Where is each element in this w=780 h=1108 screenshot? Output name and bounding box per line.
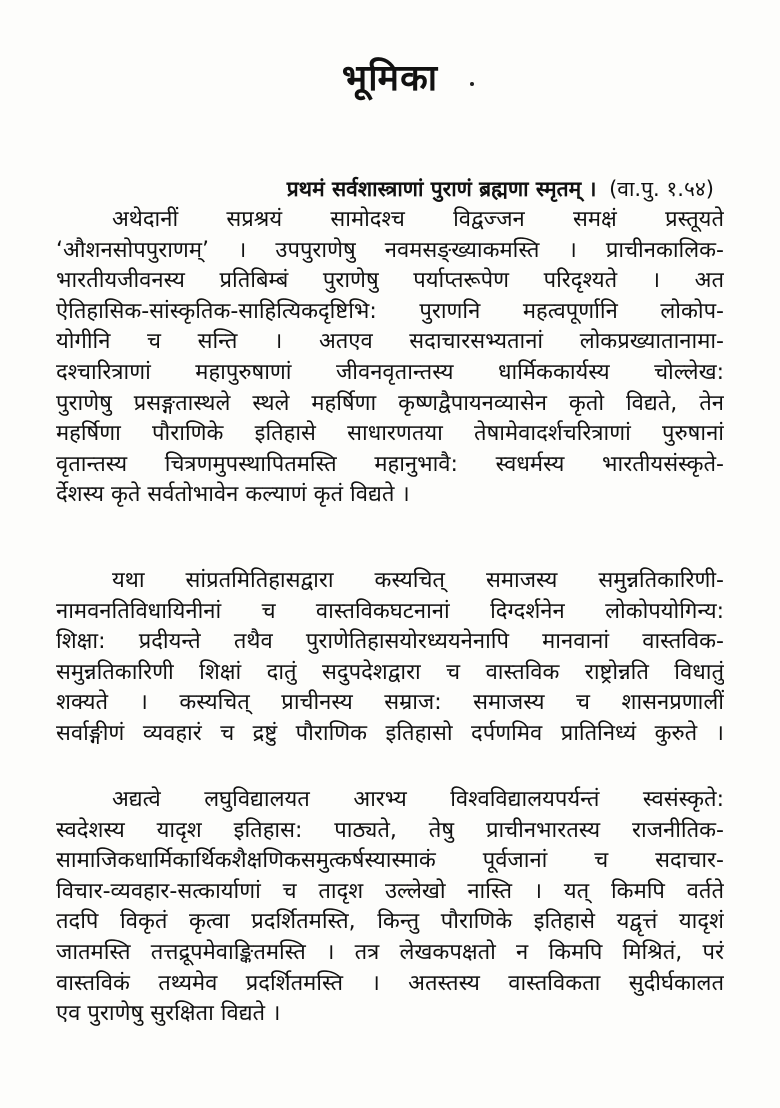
epigraph-source: (वा.पु. १.५४): [609, 177, 714, 201]
text-line: दश्चारित्राणां महापुरुषाणां जीवनवृतान्तस्य धार्मिककार्यस्य चोल्लेख:: [56, 359, 724, 385]
paragraph-1: [56, 205, 724, 511]
text-line: र्देशस्य कृते सर्वतोभावेन कल्याणं कृतं विद्यते ।: [56, 482, 410, 508]
text-line: एव पुराणेषु सुरक्षिता विद्यते ।: [56, 1001, 281, 1027]
title-ink-dot: [470, 82, 474, 86]
text-line: शक्यते । कस्यचित् प्राचीनस्य सम्राज: समाजस्य च शासनप्रणालीं: [56, 690, 724, 716]
text-line: ‘औशनसोपपुराणम्’ । उपपुराणेषु नवमसङ्ख्याकमस्ति । प्राचीनकालिक-: [56, 237, 724, 263]
text-line: वास्तविकं तथ्यमेव प्रदर्शितमस्ति । अतस्तस्य वास्तविकता सुदीर्घकालत: [56, 970, 724, 996]
text-line: महर्षिणा पौराणिके इतिहासे साधारणतया तेषामेवादर्शचरित्राणां पुरुषानां: [56, 421, 724, 447]
epigraph: [287, 175, 714, 203]
text-line: सामाजिकधार्मिकार्थिकशैक्षणिकसमुत्कर्षस्यास्माकं पूर्वजानां च सदाचार-: [56, 848, 724, 874]
text-line: अद्यत्वे लघुविद्यालयत आरभ्य विश्वविद्यालयपर्यन्तं स्वसंस्कृते:: [112, 787, 724, 812]
text-line: तदपि विकृतं कृत्वा प्रदर्शितमस्ति, किन्तु पौराणिके इतिहासे यद्वृत्तं यादृशं: [56, 909, 724, 935]
text-line: अथेदानीं सप्रश्रयं सामोदश्च विद्वज्जन समक्षं प्रस्तूयते: [112, 207, 724, 232]
epigraph-verse: प्रथमं सर्वशास्त्राणां पुराणं ब्रह्मणा स्मृतम् ।: [286, 177, 597, 201]
text-line: भारतीयजीवनस्य प्रतिबिम्बं पुराणेषु पर्याप्तरूपेण परिदृश्यते । अत: [56, 268, 724, 294]
text-line: यथा सांप्रतमितिहासद्वारा कस्यचित् समाजस्य समुन्नतिकारिणी-: [112, 568, 724, 593]
text-line: जातमस्ति तत्तद्रूपमेवाङ्कितमस्ति । तत्र लेखकपक्षतो न किमपि मिश्रितं, परं: [56, 939, 724, 965]
text-line: समुन्नतिकारिणी शिक्षां दातुं सदुपदेशद्वारा च वास्तविक राष्ट्रोन्नति विधातुं: [56, 659, 724, 685]
text-line: पुराणेषु प्रसङ्गतास्थले स्थले महर्षिणा कृष्णद्वैपायनव्यासेन कृतो विद्यते, तेन: [56, 390, 724, 416]
paragraph-3: [56, 785, 724, 1030]
text-line: ऐतिहासिक-सांस्कृतिक-साहित्यिकदृष्टिभि: पुराणनि महत्वपूर्णानि लोकोप-: [56, 298, 724, 324]
page-title: भूमिका: [341, 58, 439, 99]
text-line: विचार-व्यवहार-सत्कार्याणां च तादृश उल्लेखो नास्ति । यत् किमपि वर्तते: [56, 878, 724, 904]
text-line: सर्वाङ्गीणं व्यवहारं च द्रष्टुं पौराणिक इतिहासो दर्पणमिव प्रातिनिध्यं कुरुते ।: [56, 720, 724, 746]
paragraph-2: [56, 566, 724, 750]
text-line: शिक्षा: प्रदीयन्ते तथैव पुराणेतिहासयोरध्ययनेनापि मानवानां वास्तविक-: [56, 629, 724, 655]
text-line: स्वदेशस्य यादृश इतिहास: पाठ्यते, तेषु प्राचीनभारतस्य राजनीतिक-: [56, 817, 724, 843]
text-line: वृतान्तस्य चित्रणमुपस्थापितमस्ति महानुभावै: स्वधर्मस्य भारतीयसंस्कृते-: [56, 451, 724, 477]
text-line: योगीनि च सन्ति । अतएव सदाचारसभ्यतानां लोकप्रख्यातानामा-: [56, 329, 724, 355]
text-line: नामवनतिविधायिनीनां च वास्तविकघटनानां दिग्दर्शनेन लोकोपयोगिन्य:: [56, 598, 724, 624]
